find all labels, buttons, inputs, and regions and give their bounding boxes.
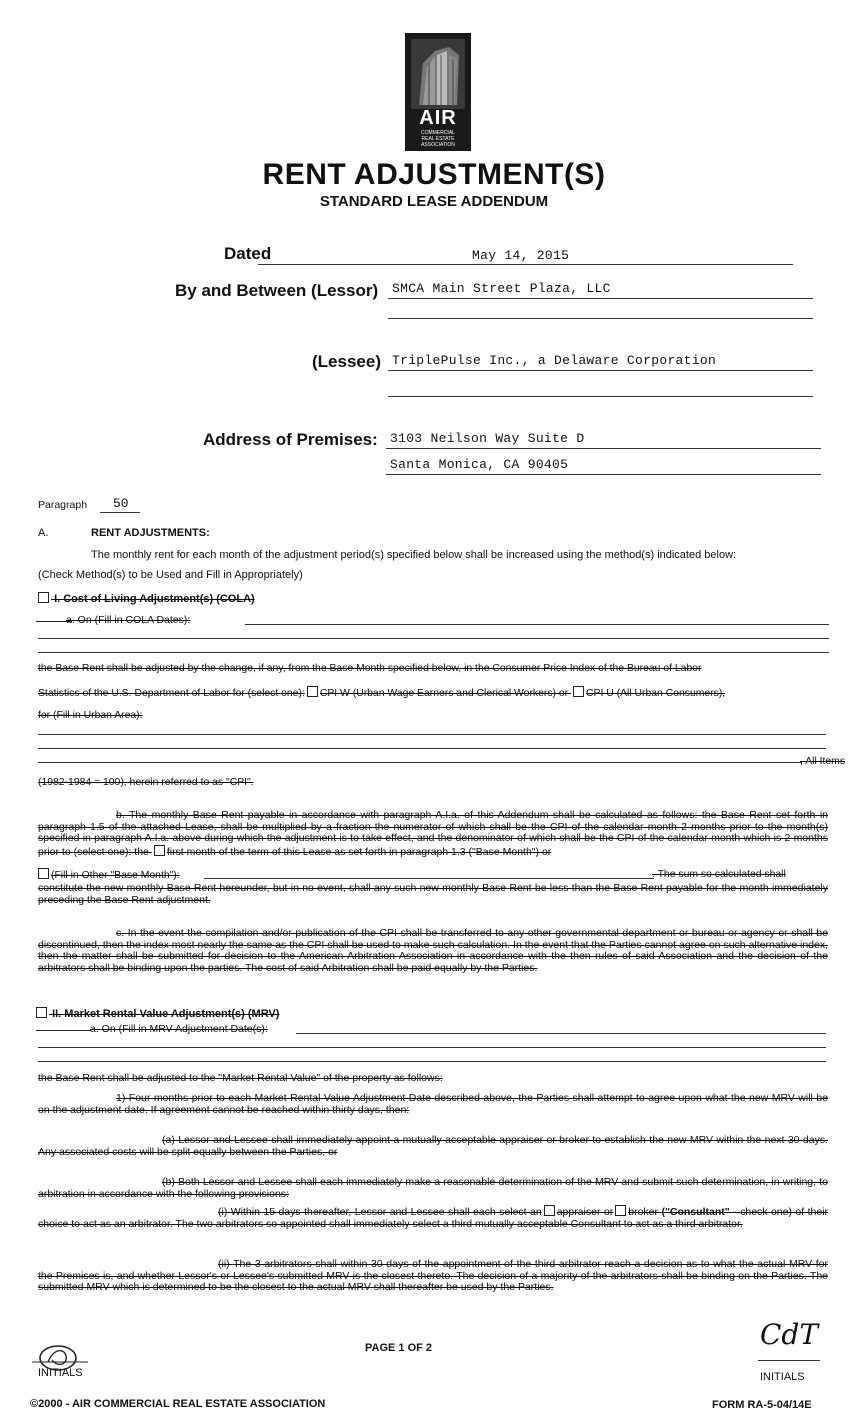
section-check: (Check Method(s) to be Used and Fill in Appropriately) — [38, 569, 303, 581]
logo-name: AIR — [419, 107, 457, 129]
logo-sub-3: ASSOCIATION — [421, 142, 455, 148]
page-subtitle: STANDARD LEASE ADDENDUM — [319, 193, 549, 210]
address-line1[interactable]: 3103 Neilson Way Suite D — [390, 431, 585, 446]
mrv-pa-text: (a) Lessor and Lessee shall immediately appoint a mutually acceptable appraiser or broker to establish the new MRV within the next 30 days. Any associated costs will be split equally between the Parties, or — [38, 1134, 828, 1158]
broker-checkbox[interactable] — [615, 1205, 626, 1216]
paragraph-value[interactable]: 50 — [113, 496, 129, 511]
cola-text2a: Statistics of the U.S. Department of Labor for (select one): — [38, 688, 305, 699]
mrv-text1: the Base Rent shall be adjusted to the "Market Rental Value" of the property as follows: — [38, 1072, 443, 1084]
dated-value[interactable]: May 14, 2015 — [472, 248, 570, 263]
cola-all-items: , All Items — [800, 756, 846, 767]
lessor-label: By and Between (Lessor) — [175, 281, 379, 300]
section-intro: The monthly rent for each month of the adjustment period(s) specified below shall be increased using the method(s) indicated below: — [91, 549, 737, 561]
mrv-p1-text: 1) Four months prior to each Market Rental Value Adjustment Date described above, the Parties shall attempt to agree upon what the new MRV will be on the adjustment date. If agreement cannot be reached within thirty days, then: — [38, 1092, 828, 1116]
page-number: PAGE 1 OF 2 — [365, 1342, 433, 1354]
cola-text2b: CPI W (Urban Wage Earners and Clerical Workers) or — [319, 688, 569, 699]
mrv-pi-d: ("Consultant" - — [661, 1206, 737, 1218]
initials-right-signature[interactable]: CdT — [760, 1318, 819, 1351]
initials-right-label: INITIALS — [760, 1371, 805, 1383]
cola-b-text2: first month of the term of this Lease as set forth in paragraph 1.3 ("Base Month") or — [166, 845, 552, 858]
cola-b-other — [36, 868, 180, 882]
copyright: ©2000 - AIR COMMERCIAL REAL ESTATE ASSOCIATION — [30, 1398, 326, 1410]
mrv-pi-b: appraiser or — [556, 1206, 614, 1218]
mrv-pii-text: (ii) The 3 arbitrators shall within 30 days of the appointment of the third arbitrator reach a decision as to what the actual MRV for the Premises is, and whether Lessor's or Lessee's submitted MRV is the closest thereto. The decision of a majority of the arbitrators shall be binding on the Parties. The submitted MRV which is determined to be the closest to the actual MRV shall thereafter be used by the Parties. — [38, 1258, 828, 1293]
logo-sub-2: REAL ESTATE — [421, 136, 455, 142]
mrv-a-label-text: a. On (Fill in MRV Adjustment Date(s): — [90, 1023, 268, 1035]
cola-b-text-content: b. The monthly Base Rent payable in accordance with paragraph A.I.a. of this Addendum shall be calculated as follows: the Base Rent set forth in paragraph 1.5 of the attached Lease, shall be multiplied by a fraction the numerator of which shall be the CPI of the calendar month 2 months prior to the month(s) specified in paragraph A.I.a. above during which the adjustment is to take effect, and the denominator of which shall be the CPI of the calendar month which is 2 months prior to (select one): the — [38, 809, 828, 858]
cola-a-label-text: a. On (Fill in COLA Dates): — [66, 614, 191, 626]
appraiser-checkbox[interactable] — [544, 1205, 555, 1216]
lessor-value[interactable]: SMCA Main Street Plaza, LLC — [392, 281, 611, 296]
address-label: Address of Premises: — [203, 430, 378, 449]
cola-c-text — [38, 928, 828, 974]
section-heading: RENT ADJUSTMENTS: — [91, 527, 210, 539]
paragraph-label: Paragraph — [38, 499, 88, 511]
mrv-pa — [38, 1135, 828, 1158]
mrv-heading-text: II. Market Rental Value Adjustment(s) (MRV) — [52, 1008, 280, 1020]
initials-left-label: INITIALS — [38, 1367, 83, 1379]
cola-text3: for (Fill in Urban Area): — [38, 710, 143, 721]
logo-sub-1: COMMERCIAL — [421, 130, 455, 136]
page-title: RENT ADJUSTMENT(S) — [262, 158, 606, 191]
lessee-label: (Lessee) — [312, 352, 381, 371]
mrv-heading — [34, 1007, 279, 1021]
cola-b-other-text: (Fill in Other "Base Month"): — [51, 870, 180, 881]
mrv-pb-text: (b) Both Lessor and Lessee shall each immediately make a reasonable determination of the MRV and submit such determination, in writing, to arbitration in accordance with the following provisions: — [38, 1176, 828, 1200]
cola-a-label — [66, 614, 190, 627]
section-letter: A. — [38, 527, 49, 539]
cpi-u-checkbox[interactable] — [573, 686, 584, 697]
mrv-pi-e: check one) of their choice to act as an arbitrator. The two arbitrators so appointed shall immediately select a third mutually acceptable Consultant to act as a third arbitrator. — [38, 1206, 829, 1230]
cola-text2c: CPI U (All Urban Consumers), — [586, 688, 726, 699]
lessee-value[interactable]: TriplePulse Inc., a Delaware Corporation — [392, 353, 717, 368]
cola-checkbox[interactable] — [38, 592, 49, 603]
mrv-pii — [38, 1259, 828, 1294]
cola-heading — [36, 592, 255, 606]
cola-c-text-content: c. In the event the compilation and/or publication of the CPI shall be transferred to any other governmental department or bureau or agency or shall be discontinued, then the index most nearly the same as the CPI shall be used to make such calculation. In the event that the Parties cannot agree on such alternative index, then the matter shall be submitted for decision to the American Arbitration Association in accordance with the then rules of said Association and the decision of the arbitrators shall be binding upon the parties. The cost of said Arbitration shall be paid equally by the Parties. — [38, 927, 828, 974]
mrv-p1 — [38, 1093, 828, 1116]
air-logo — [405, 33, 471, 151]
mrv-pi-a: (i) Within 15 days thereafter, Lessor and Lessee shall each select an — [218, 1206, 542, 1218]
cola-b-text — [38, 810, 828, 858]
base-month-other-checkbox[interactable] — [38, 868, 49, 879]
cola-b-text3: constitute the new monthly Base Rent hereunder, but in no event, shall any such new monthly Base Rent be less than the Base Rent payable for the month immediately preceding the Base Rent adjustment. — [38, 882, 828, 906]
cpi-w-checkbox[interactable] — [307, 686, 318, 697]
mrv-a-label — [90, 1023, 268, 1036]
form-number: FORM RA-5-04/14E — [712, 1399, 812, 1411]
cola-b-sum: . The sum so calculated shall — [652, 869, 786, 880]
cola-text1: the Base Rent shall be adjusted by the change, if any, from the Base Month specified below, in the Consumer Price Index of the Bureau of Labor — [38, 663, 702, 674]
base-month-first-checkbox[interactable] — [154, 845, 165, 856]
cola-cpi-def: (1982-1984 = 100), herein referred to as "CPI". — [38, 777, 254, 788]
address-line2[interactable]: Santa Monica, CA 90405 — [390, 457, 569, 472]
mrv-checkbox[interactable] — [36, 1007, 47, 1018]
mrv-pi — [38, 1205, 828, 1230]
cola-text2 — [38, 686, 725, 700]
cola-heading-text: I. Cost of Living Adjustment(s) (COLA) — [54, 593, 255, 605]
dated-label: Dated — [224, 244, 272, 263]
mrv-pi-c: broker — [628, 1206, 659, 1218]
mrv-pb — [38, 1177, 828, 1200]
